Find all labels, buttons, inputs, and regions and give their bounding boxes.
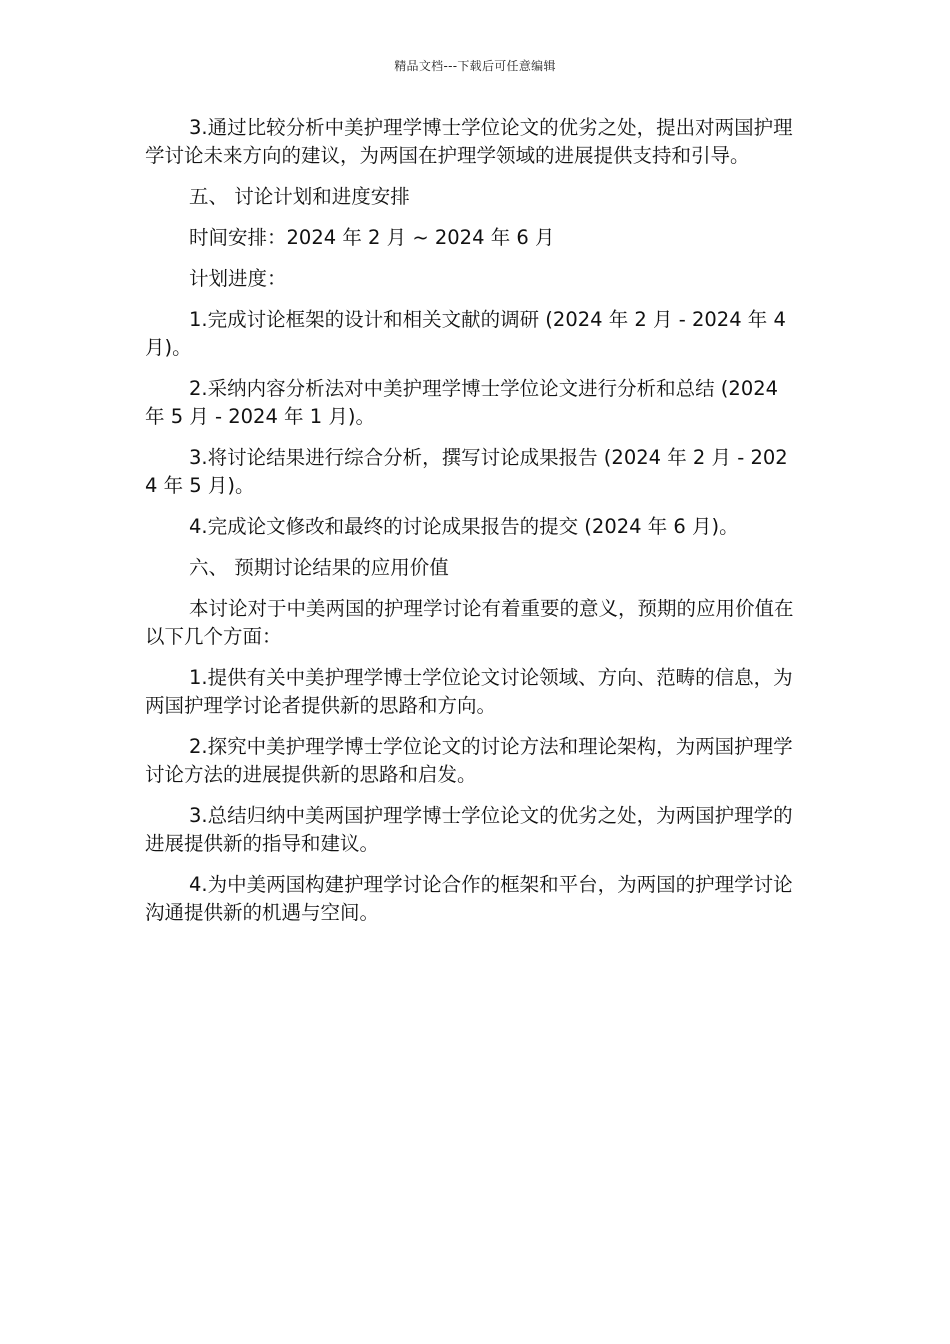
paragraph-value-4: 4.为中美两国构建护理学讨论合作的框架和平台，为两国的护理学讨论沟通提供新的机遇与空间。 — [145, 873, 793, 924]
paragraph-goal-3: 3.通过比较分析中美护理学博士学位论文的优劣之处，提出对两国护理学讨论未来方向的建议，为两国在护理学领域的进展提供支持和引导。 — [145, 116, 793, 167]
paragraph-value-2: 2.探究中美护理学博士学位论文的讨论方法和理论架构，为两国护理学讨论方法的进展提供新的思路和启发。 — [145, 735, 793, 786]
paragraph-progress-2: 2.采纳内容分析法对中美护理学博士学位论文进行分析和总结 (2024 年 5 月 - 2024 年 1 月)。 — [145, 377, 779, 428]
document-body — [145, 114, 800, 940]
paragraph-progress-1: 1.完成讨论框架的设计和相关文献的调研 (2024 年 2 月 - 2024 年 4 月)。 — [145, 308, 786, 359]
page-header: 精品文档---下载后可任意编辑 — [394, 59, 556, 73]
paragraph-value-3: 3.总结归纳中美两国护理学博士学位论文的优劣之处，为两国护理学的进展提供新的指导和建议。 — [145, 804, 793, 855]
paragraph-progress-label: 计划进度： — [189, 267, 287, 290]
paragraph-value-intro: 本讨论对于中美两国的护理学讨论有着重要的意义，预期的应用价值在以下几个方面： — [145, 597, 794, 648]
section-heading-value: 六、 预期讨论结果的应用价值 — [189, 556, 449, 579]
paragraph-progress-4: 4.完成论文修改和最终的讨论成果报告的提交 (2024 年 6 月)。 — [189, 515, 739, 538]
paragraph-value-1: 1.提供有关中美护理学博士学位论文讨论领域、方向、范畴的信息，为两国护理学讨论者提供新的思路和方向。 — [145, 666, 793, 717]
paragraph-timeframe: 时间安排：2024 年 2 月 ~ 2024 年 6 月 — [189, 226, 555, 249]
paragraph-progress-3: 3.将讨论结果进行综合分析，撰写讨论成果报告 (2024 年 2 月 - 2024 年 5 月)。 — [145, 446, 788, 497]
section-heading-plan: 五、 讨论计划和进度安排 — [189, 185, 410, 208]
